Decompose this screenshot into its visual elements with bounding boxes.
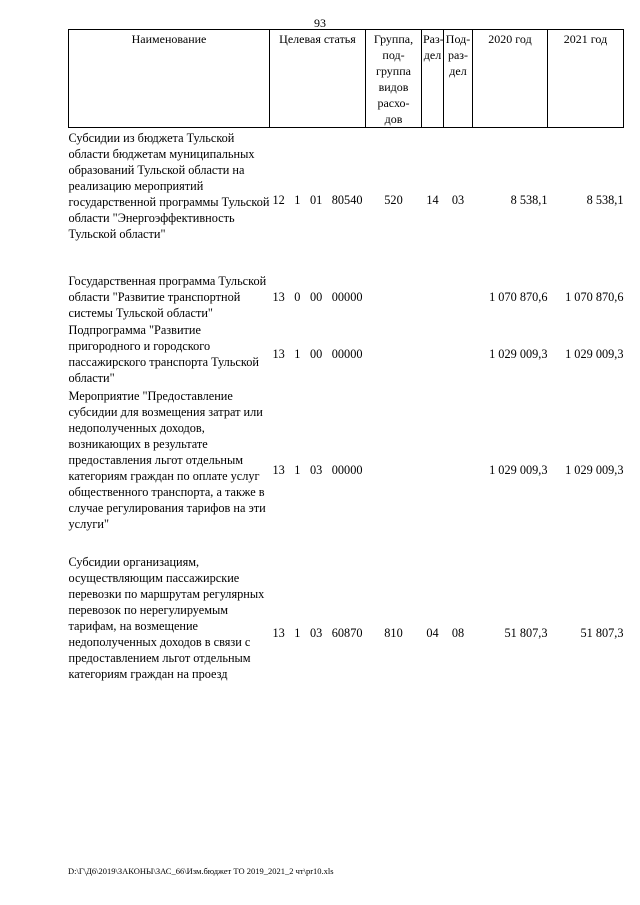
header-section <box>422 30 444 128</box>
row-group <box>366 258 422 322</box>
row-group <box>366 128 422 258</box>
header-2020-text: 2020 год <box>488 32 532 46</box>
row-target <box>270 322 366 388</box>
header-subsection <box>444 30 473 128</box>
cs-part: 00000 <box>331 346 363 361</box>
row-name <box>69 128 270 258</box>
table-row <box>69 322 624 388</box>
cs-part: 13 <box>272 289 285 304</box>
row-2020 <box>473 258 548 322</box>
cs-part: 13 <box>272 462 285 477</box>
row-section <box>422 258 444 322</box>
row-group <box>366 554 422 704</box>
page-number: 93 <box>314 16 326 30</box>
header-section-text: Раз- дел <box>423 32 444 62</box>
row-section <box>422 388 444 554</box>
row-section <box>422 554 444 704</box>
row-2021-text: 1 029 009,3 <box>565 462 624 477</box>
row-2020-text: 8 538,1 <box>510 193 548 207</box>
row-2021-text: 51 807,3 <box>580 625 624 640</box>
row-subsection <box>444 554 473 704</box>
row-group-text: 810 <box>384 625 403 640</box>
row-group <box>366 388 422 554</box>
cs-part: 00 <box>309 346 323 361</box>
row-name <box>69 388 270 554</box>
row-2020 <box>473 322 548 388</box>
header-target-text: Целевая статья <box>279 32 356 46</box>
budget-table <box>68 29 624 704</box>
cs-part: 80540 <box>331 193 363 207</box>
row-2020 <box>473 554 548 704</box>
cs-part: 1 <box>294 462 301 477</box>
header-group <box>366 30 422 128</box>
row-target <box>270 388 366 554</box>
cs-part: 03 <box>309 625 323 640</box>
row-2020-text: 1 070 870,6 <box>489 289 548 304</box>
cs-part: 1 <box>294 346 301 361</box>
row-2020-text: 51 807,3 <box>504 625 548 640</box>
row-target <box>270 128 366 258</box>
cs-part: 12 <box>272 193 285 207</box>
header-name-text: Наименование <box>131 32 207 46</box>
row-2020-text: 1 029 009,3 <box>489 462 548 477</box>
row-subsection-text: 08 <box>451 625 465 640</box>
cs-part: 1 <box>294 193 301 207</box>
header-group-text: Группа, под- группа видов расхо- дов <box>373 32 414 126</box>
cs-part: 00000 <box>331 289 363 304</box>
row-subsection <box>444 322 473 388</box>
row-section <box>422 128 444 258</box>
row-name-text: Мероприятие "Предоставление субсидии для возмещения затрат или недополученных доходов, возникающих в результате предоставления льгот отдельным категориям граждан по оплате услуг общественного транспорта, а также в случае регулирования тарифов на эти услуги" <box>68 388 266 531</box>
cs-part: 13 <box>272 625 285 640</box>
row-name-text: Субсидии организациям, осуществляющим пассажирские перевозки по маршрутам регулярных перевозок по нерегулируемым тарифам, на возмещение недополученных доходов в связи с предоставлением льгот отдельным категориям граждан на проезд <box>68 554 265 681</box>
row-name-text: Субсидии из бюджета Тульской области бюджетам муниципальных образований Тульской области на реализацию мероприятий государственной программы Тульской области "Энергоэффективность Тульской области" <box>68 131 270 241</box>
row-subsection <box>444 128 473 258</box>
row-2021 <box>548 554 624 704</box>
table-row <box>69 128 624 258</box>
cs-part: 13 <box>272 346 285 361</box>
row-2021 <box>548 388 624 554</box>
row-2021-text: 8 538,1 <box>586 193 624 207</box>
row-2020 <box>473 128 548 258</box>
header-row <box>69 30 624 128</box>
row-target <box>270 258 366 322</box>
row-name <box>69 554 270 704</box>
row-name <box>69 258 270 322</box>
row-group <box>366 322 422 388</box>
table-row <box>69 554 624 704</box>
row-group-text: 520 <box>384 193 403 207</box>
row-subsection <box>444 258 473 322</box>
row-section-text: 14 <box>426 193 439 207</box>
cs-part: 0 <box>294 289 301 304</box>
row-subsection <box>444 388 473 554</box>
header-target <box>270 30 366 128</box>
header-name <box>69 30 270 128</box>
row-2021 <box>548 322 624 388</box>
row-2020-text: 1 029 009,3 <box>489 346 548 361</box>
row-2021-text: 1 070 870,6 <box>565 289 624 304</box>
header-subsection-text: Под- раз- дел <box>445 32 471 78</box>
row-section-text: 04 <box>426 625 439 640</box>
cs-part: 03 <box>309 462 323 477</box>
row-2020 <box>473 388 548 554</box>
row-2021 <box>548 258 624 322</box>
header-2020 <box>473 30 548 128</box>
row-target <box>270 554 366 704</box>
cs-part: 60870 <box>331 625 363 640</box>
file-path-footer: D:\Г\Д6\2019\ЗАКОНЫ\ЗАС_66\Изм.бюджет ТО 2019_2021_2 чт\pr10.xls <box>68 866 334 876</box>
row-name <box>69 322 270 388</box>
row-subsection-text: 03 <box>451 193 465 207</box>
header-2021-text: 2021 год <box>563 32 608 46</box>
row-name-text: Подпрограмма "Развитие пригородного и городского пассажирского транспорта Тульской области" <box>68 322 259 385</box>
row-2021 <box>548 128 624 258</box>
row-section <box>422 322 444 388</box>
cs-part: 00 <box>309 289 323 304</box>
table-row <box>69 388 624 554</box>
table-row <box>69 258 624 322</box>
header-2021 <box>548 30 624 128</box>
cs-part: 1 <box>294 625 301 640</box>
cs-part: 01 <box>309 193 323 207</box>
row-name-text: Государственная программа Тульской области "Развитие транспортной системы Тульской области" <box>68 273 267 320</box>
cs-part: 00000 <box>331 462 363 477</box>
row-2021-text: 1 029 009,3 <box>565 346 624 361</box>
